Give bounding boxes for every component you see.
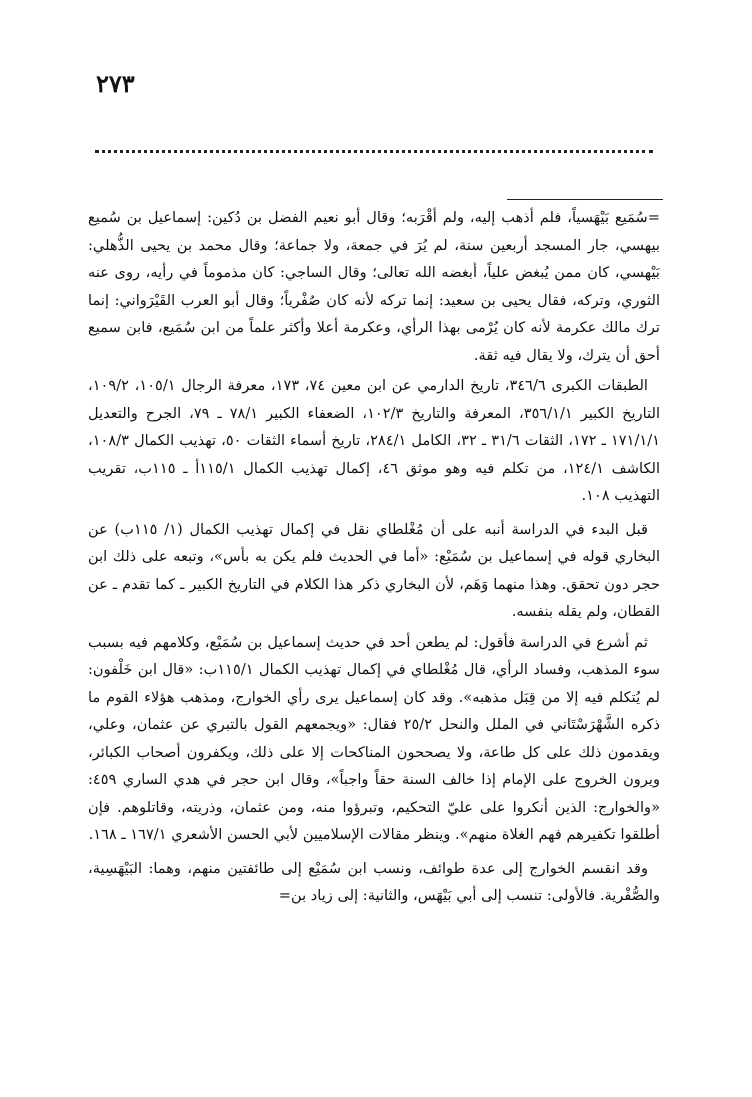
footnote-text (88, 204, 660, 910)
footnote-separator (507, 199, 663, 200)
paragraph-khawarij-sects: وقد انقسم الخوارج إلى عدة طوائف، ونسب ابن سُمَيْع إلى طائفتين منهم، وهما: البَيْهَسِية، والصُّفْرية. فالأولى: تنسب إلى أبي بَيْهَس، والثانية: إلى زياد بن= (88, 859, 660, 904)
paragraph-sources: الطبقات الكبرى ٣٤٦/٦، تاريخ الدارمي عن ابن معين ٧٤، ١٧٣، معرفة الرجال ١٠٥/١، ١٠٩/٢، التاريخ الكبير ٣٥٦/١/١، المعرفة والتاريخ ١٠٢/٣، الضعفاء الكبير ٧٨/١ ـ ٧٩، الجرح والتعديل ١٧١/١/١ ـ ١٧٢، الثقات ٣١/٦ ـ ٣٢، الكامل ٢٨٤/١، تاريخ أسماء الثقات ٥٠، تهذيب الكمال ١٠٨/٣، الكاشف ١٢٤/١، من تكلم فيه وهو موثق ٤٦، إكمال تهذيب الكمال ١١٥/١أ ـ ١١٥ب، تقريب التهذيب ١٠٨. (88, 377, 661, 504)
paragraph-study: ثم أشرع في الدراسة فأقول: لم يطعن أحد في حديث إسماعيل بن سُمَيْع، وكلامهم فيه بسبب سوء المذهب، وفساد الرأي، قال مُغْلطاي في إكمال تهذيب الكمال ١١٥/١ب: «قال ابن خَلْفون: لم يُتكلم فيه إلا من قِبَل مذهبه». وقد كان إسماعيل يرى رأي الخوارج، ومذهب هؤلاء القوم ما ذكره الشَّهْرَسْتَاني في الملل والنحل ٢٥/٢ فقال: «ويجمعهم القول بالتبري عن عثمان، وعلي، ويقدمون ذلك على كل طاعة، ولا يصححون المناكحات إلا على ذلك، ويكفرون أصحاب الكبائر، ويرون الخروج على الإمام إذا خالف السنة حقاً واجباً»، وقال ابن حجر في هدي الساري ٤٥٩: «والخوارج: الذين أنكروا على عليّ التحكيم، وتبرؤوا منه، ومن عثمان، وذريته، وقاتلوهم. فإن أطلقوا تكفيرهم فهم الغلاة منهم». وينظر مقالات الإسلاميين لأبي الحسن الأشعري ١٦٧/١ ـ ١٦٨. (88, 633, 660, 843)
dotted-separator (95, 150, 653, 153)
paragraph-narrators-opinions: =سُمَيع بَيْهَسياً، فلم أذهب إليه، ولم أقْرَبه؛ وقال أبو نعيم الفضل بن دُكين: إسماعيل بن سُميع بيهسي، جار المسجد أربعين سنة، لم يُرَ في جمعة، ولا جماعة؛ وقال محمد بن يحيى الذُّهلي: بَيْهسي، كان ممن يُبغض علياً، أبغضه الله تعالى؛ وقال الساجي: كان مذموماً في رأيه، روى عنه الثوري، وتركه، فقال يحيى بن سعيد: إنما تركه لأنه كان صُفْرياً؛ وقال أبو العرب القَيْرَواني: إنما ترك مالك عكرمة لأنه كان يُرْمى بهذا الرأي، وعكرمة أعلا وأكثر علماً من ابن سُمَيع، فابن سميع أحق أن يترك، ولا يقال فيه ثقة. (88, 209, 660, 364)
page-number: ٢٧٣ (96, 69, 135, 98)
paragraph-mughltai-note: قبل البدء في الدراسة أنبه على أن مُغْلطاي نقل في إكمال تهذيب الكمال (١/ ١١٥ب) عن البخاري قوله في إسماعيل بن سُمَيْع: «أما في الحديث فلم يكن به بأس»، وتبعه على ذلك ابن حجر دون تحقق. وهذا منهما وَهَم، لأن البخاري ذكر هذا الكلام في التاريخ الكبير ـ كما تقدم ـ عن القطان، ولم يقله بنفسه. (88, 520, 660, 620)
